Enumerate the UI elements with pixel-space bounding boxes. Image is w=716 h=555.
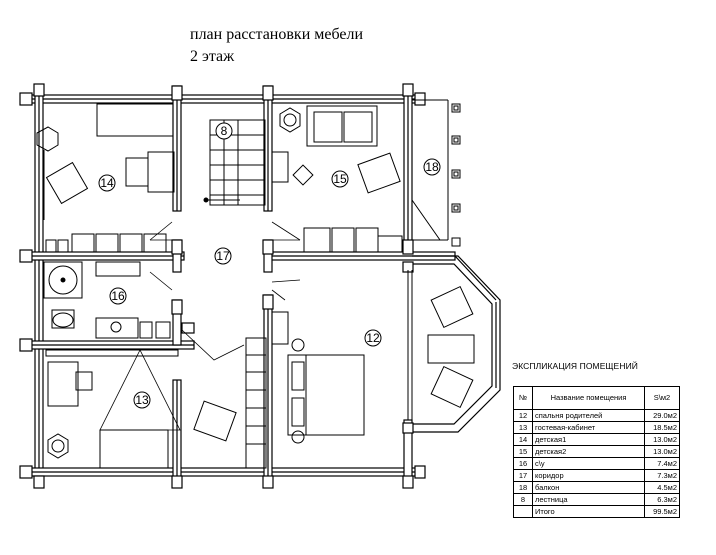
table-row (514, 494, 680, 506)
room-number-17: 17 (216, 249, 230, 263)
row-num: 12 (514, 410, 533, 422)
room-number-8: 8 (220, 124, 228, 138)
row-area: 13.0м2 (645, 446, 680, 458)
room-label-12 (365, 330, 381, 346)
row-area: 7.3м2 (645, 470, 680, 482)
table-row (514, 458, 680, 470)
row-area: 7.4м2 (645, 458, 680, 470)
row-name: Итого (533, 506, 645, 518)
row-area: 6.3м2 (645, 494, 680, 506)
explication-header-row (514, 387, 680, 410)
furniture-room-12 (246, 270, 474, 468)
row-num: 17 (514, 470, 533, 482)
row-name: детская2 (533, 446, 645, 458)
room-label-15 (332, 171, 348, 187)
plan-title-line-2: 2 этаж (190, 48, 235, 65)
room-number-15: 15 (333, 172, 347, 186)
room-number-18: 18 (425, 160, 439, 174)
furniture-room-13 (46, 350, 236, 468)
header-num: № (514, 387, 533, 410)
row-num (514, 506, 533, 518)
stairs (204, 120, 265, 205)
row-name: лестница (533, 494, 645, 506)
row-area: 4.5м2 (645, 482, 680, 494)
room-number-13: 13 (135, 393, 149, 407)
row-num: 15 (514, 446, 533, 458)
room-label-16 (110, 288, 126, 304)
table-row (514, 434, 680, 446)
row-area: 99.5м2 (645, 506, 680, 518)
row-num: 14 (514, 434, 533, 446)
table-row (514, 470, 680, 482)
row-area: 29.0м2 (645, 410, 680, 422)
header-name: Название помещения (533, 387, 645, 410)
room-label-13 (134, 392, 150, 408)
room-number-12: 12 (366, 331, 380, 345)
row-name: балкон (533, 482, 645, 494)
table-row (514, 482, 680, 494)
room-label-14 (99, 175, 115, 191)
row-num: 16 (514, 458, 533, 470)
row-name: с\у (533, 458, 645, 470)
row-num: 18 (514, 482, 533, 494)
room-number-14: 14 (100, 176, 114, 190)
room-label-8 (216, 123, 232, 139)
table-row (514, 410, 680, 422)
header-area: S\м2 (645, 387, 680, 410)
explication-table (513, 386, 680, 518)
row-area: 13.0м2 (645, 434, 680, 446)
row-area: 18.5м2 (645, 422, 680, 434)
row-name: детская1 (533, 434, 645, 446)
row-name: спальня родителей (533, 410, 645, 422)
room-label-17 (215, 248, 231, 264)
row-name: коридор (533, 470, 645, 482)
row-num: 13 (514, 422, 533, 434)
table-row (514, 446, 680, 458)
room-label-18 (424, 159, 440, 175)
row-name: гостевая-кабинет (533, 422, 645, 434)
table-row (514, 422, 680, 434)
plan-title-line-1: план расстановки мебели (190, 26, 364, 43)
explication-title: ЭКСПЛИКАЦИЯ ПОМЕЩЕНИЙ (512, 361, 638, 371)
room-number-16: 16 (111, 289, 125, 303)
table-row-total (514, 506, 680, 518)
row-num: 8 (514, 494, 533, 506)
